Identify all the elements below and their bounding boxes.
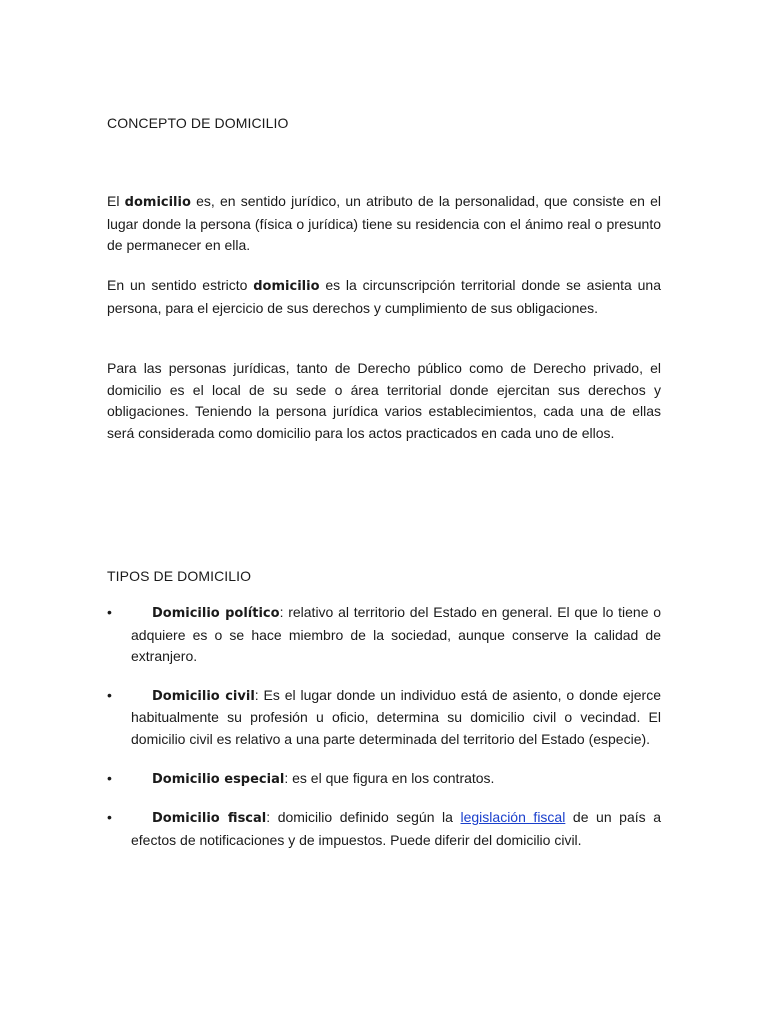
bullet-icon: •	[107, 686, 112, 703]
paragraph-text: El	[107, 193, 125, 209]
paragraph-definicion	[107, 191, 661, 257]
list-item	[107, 807, 661, 851]
tipos-list	[107, 602, 661, 851]
bold-term: Domicilio fiscal	[152, 811, 267, 827]
section-heading-concepto: CONCEPTO DE DOMICILIO	[107, 115, 289, 131]
item-text: : Es el lugar donde un individuo está de asiento, o donde ejerce habitualmente su profesión u oficio, determina su domicilio civil o vecindad. El domicilio civil es relativo a una parte determinada del territorio del Estado (especie).	[131, 686, 661, 747]
bold-term: domicilio	[124, 195, 191, 210]
bullet-icon: •	[107, 769, 112, 786]
item-text: de un país a efectos de notificaciones y de impuestos. Puede diferir del domicilio civil.	[131, 809, 661, 848]
section-heading-tipos: TIPOS DE DOMICILIO	[107, 568, 252, 584]
list-item	[107, 602, 661, 668]
bold-term: Domicilio especial	[152, 771, 285, 787]
list-item	[107, 768, 661, 791]
paragraph-sentido-estricto	[107, 275, 661, 319]
legislacion-fiscal-link[interactable]: legislación fiscal	[460, 809, 566, 826]
bullet-icon: •	[107, 604, 112, 620]
paragraph-text: es, en sentido jurídico, un atributo de la personalidad, que consiste en el lugar donde la persona (física o jurídica) tiene su residencia con el ánimo real o presunto de permanecer en ella.	[107, 193, 661, 254]
paragraph-personas-juridicas: Para las personas jurídicas, tanto de Derecho público como de Derecho privado, el domicilio es el local de su sede o área territorial donde ejercitan sus derechos y obligaciones. Teniendo la persona jurídica varios establecimientos, cada una de ellas será considerada como domicilio para los actos practicados en cada uno de ellos.	[107, 360, 661, 441]
paragraph-text: En un sentido estricto	[107, 277, 254, 293]
bold-term: Domicilio civil	[152, 688, 255, 704]
item-text: : relativo al territorio del Estado en general. El que lo tiene o adquiere es o se hace miembro de la sociedad, aunque conserve la calidad de extranjero.	[131, 604, 662, 665]
item-text: : es el que figura en los contratos.	[284, 769, 495, 786]
bold-term: Domicilio político	[152, 606, 280, 621]
bold-term: domicilio	[253, 279, 320, 294]
paragraph-text: es la circunscripción territorial donde se asienta una persona, para el ejercicio de sus derechos y cumplimiento de sus obligaciones.	[107, 277, 661, 316]
list-item	[107, 685, 661, 751]
bullet-icon: •	[107, 809, 112, 826]
item-text: : domicilio definido según la	[266, 809, 461, 826]
